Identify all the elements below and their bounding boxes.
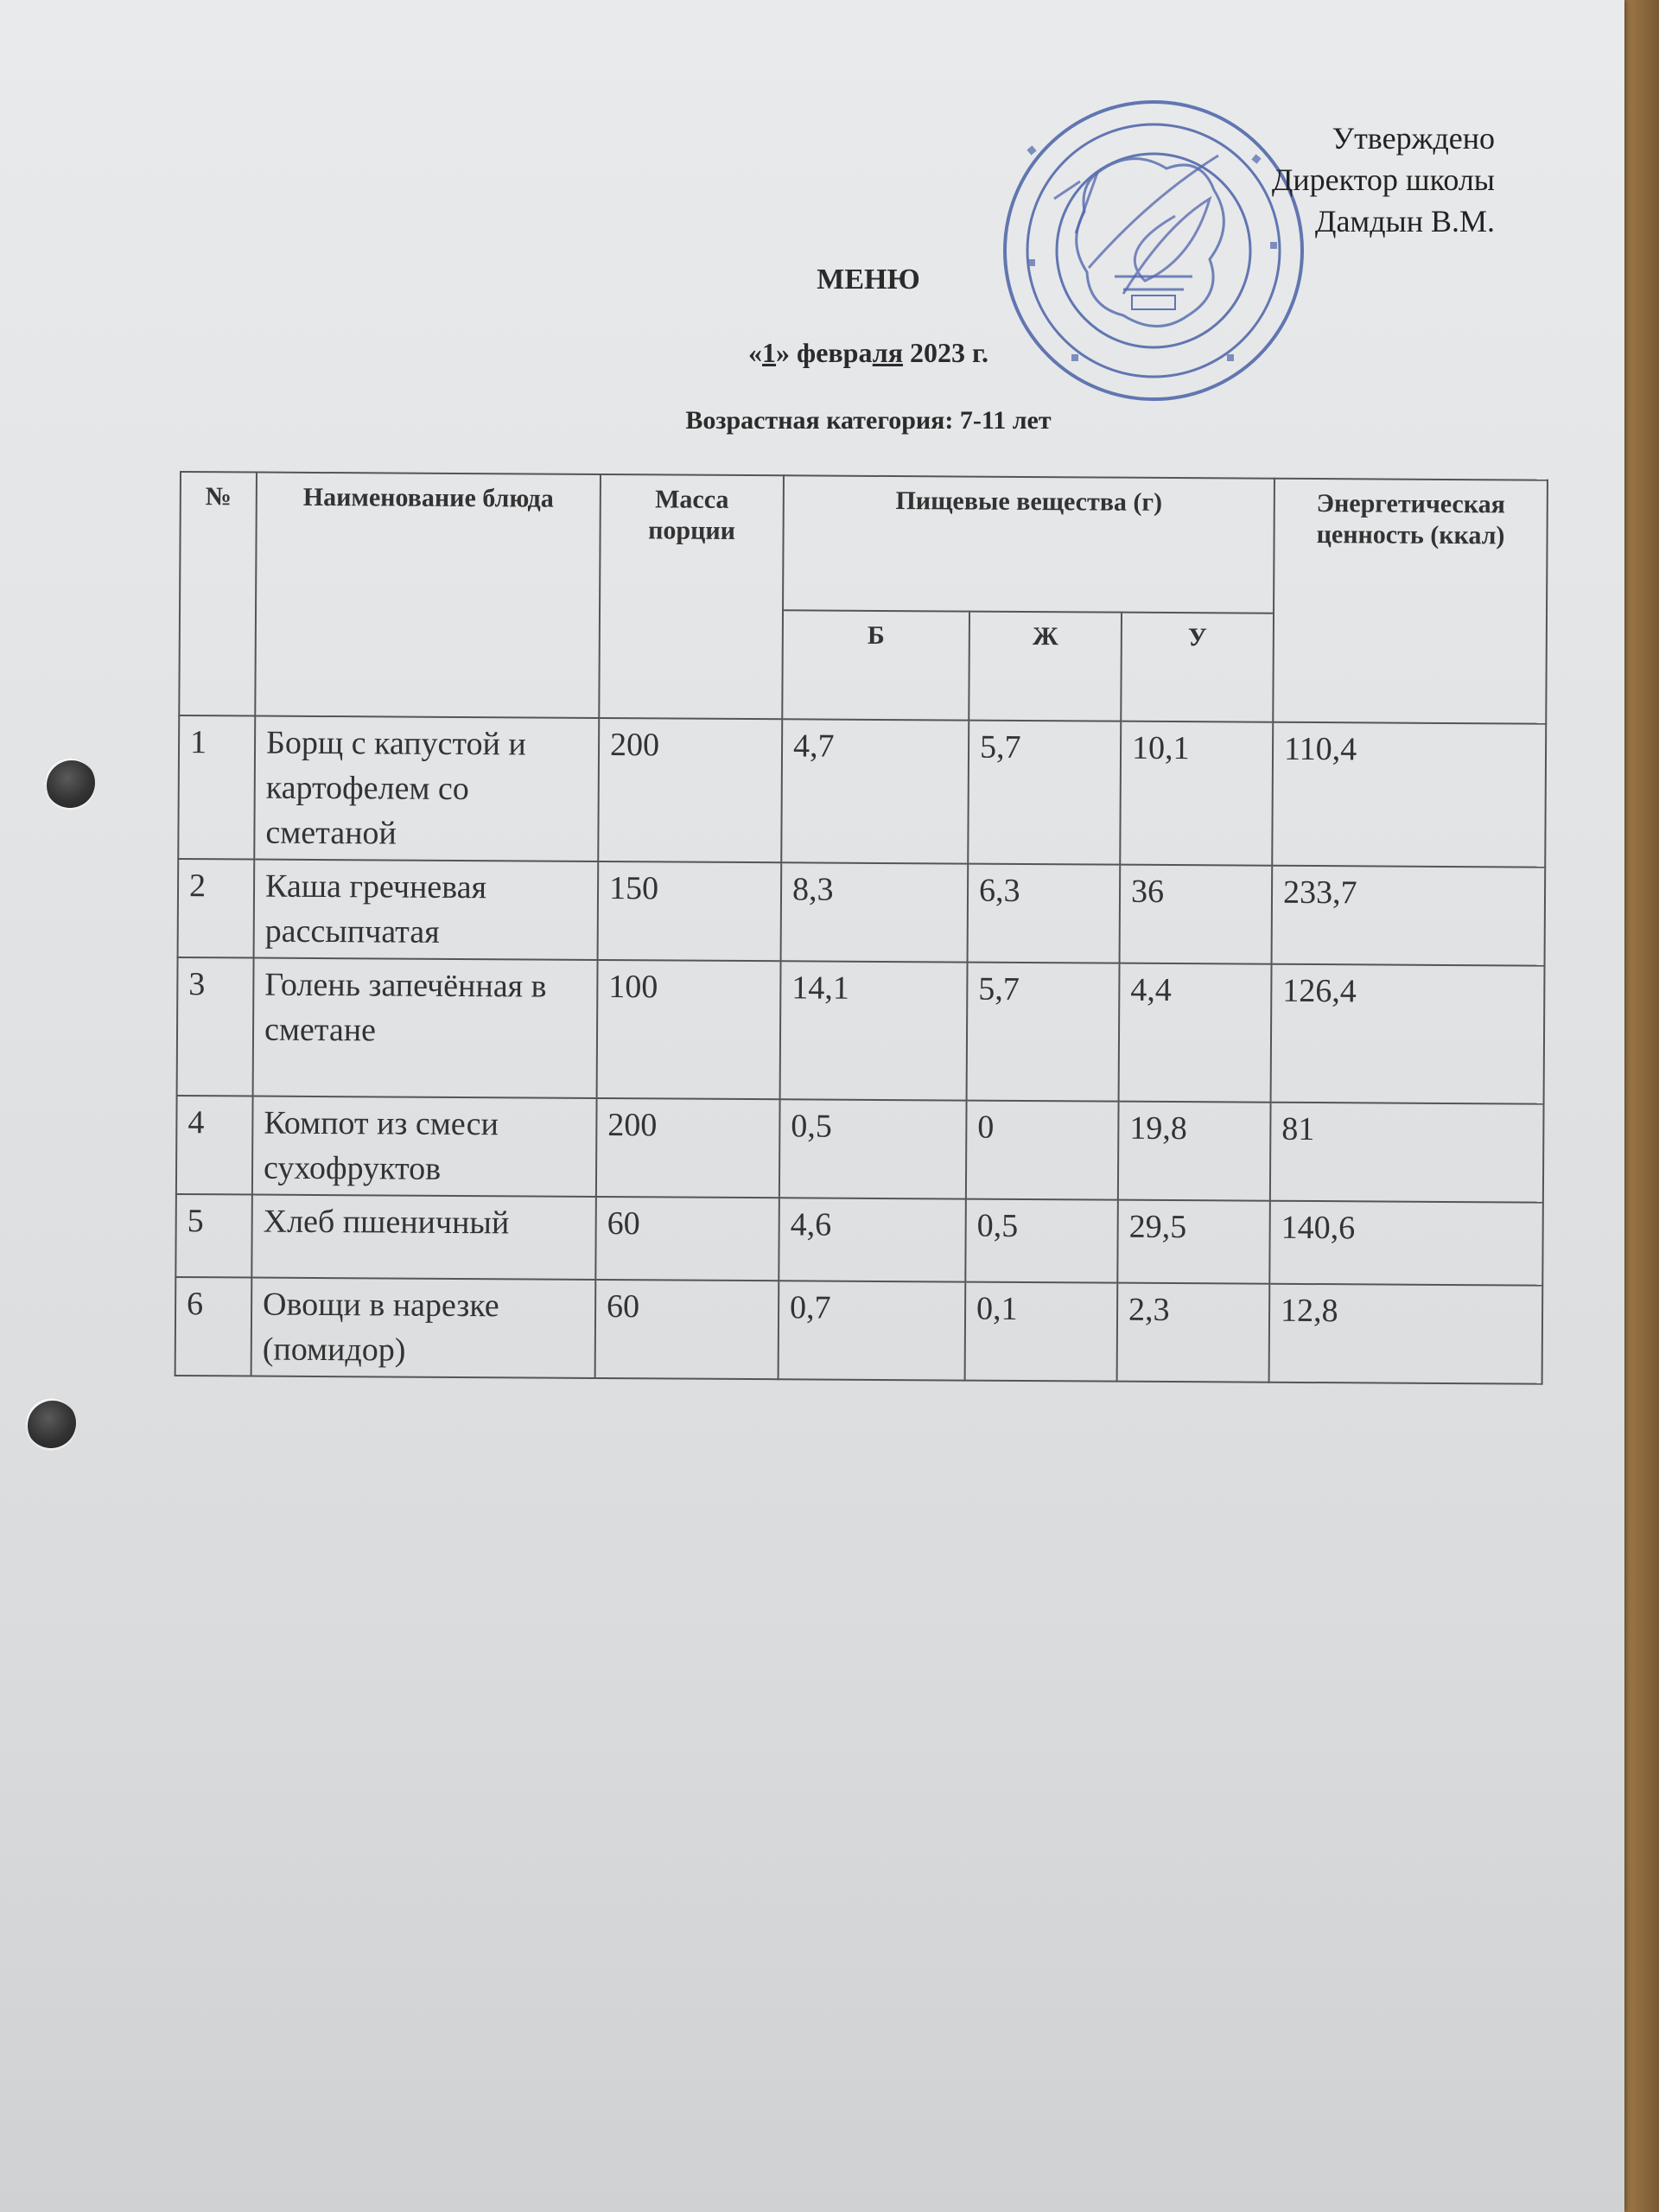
approval-person: Дамдын В.М. xyxy=(1314,204,1495,238)
cell-energy: 126,4 xyxy=(1271,964,1545,1104)
cell-protein: 4,7 xyxy=(781,719,969,863)
cell-protein: 0,7 xyxy=(779,1281,966,1380)
cell-number: 3 xyxy=(177,957,254,1096)
cell-mass: 200 xyxy=(598,718,782,862)
cell-fat: 5,7 xyxy=(967,963,1120,1102)
header-protein: Б xyxy=(782,610,969,720)
header-energy: Энергетическая ценность (ккал) xyxy=(1273,479,1548,724)
menu-table xyxy=(175,471,1548,1385)
cell-energy: 140,6 xyxy=(1269,1201,1543,1286)
table-row xyxy=(175,1277,1543,1384)
table-row xyxy=(178,859,1546,966)
cell-energy: 233,7 xyxy=(1272,866,1546,966)
punch-hole-bottom xyxy=(26,1398,76,1448)
table-row xyxy=(175,1194,1543,1286)
cell-number: 2 xyxy=(178,859,255,958)
header-nutrients: Пищевые вещества (г) xyxy=(783,475,1274,613)
cell-energy: 12,8 xyxy=(1269,1284,1543,1384)
cell-carbs: 29,5 xyxy=(1117,1200,1270,1284)
cell-protein: 14,1 xyxy=(780,961,968,1100)
cell-fat: 0,1 xyxy=(965,1282,1118,1382)
cell-dish-name: Каша гречневая рассыпчатая xyxy=(254,860,599,960)
cell-number: 5 xyxy=(175,1194,252,1278)
cell-protein: 0,5 xyxy=(779,1099,967,1198)
cell-number: 1 xyxy=(178,715,255,860)
cell-dish-name: Хлеб пшеничный xyxy=(251,1195,596,1280)
cell-mass: 200 xyxy=(596,1098,780,1198)
approval-block xyxy=(1272,118,1495,242)
header-portion-mass: Масса порции xyxy=(599,474,784,719)
header-dish-name: Наименование блюда xyxy=(255,473,601,718)
cell-dish-name: Голень запечённая в сметане xyxy=(253,958,598,1098)
header-fat: Ж xyxy=(969,612,1122,721)
header-carbs: У xyxy=(1121,613,1274,722)
cell-dish-name: Компот из смеси сухофруктов xyxy=(252,1096,597,1197)
cell-mass: 150 xyxy=(598,861,782,961)
cell-energy: 81 xyxy=(1270,1103,1544,1203)
table-row xyxy=(177,957,1545,1104)
age-category: Возрастная категория: 7-11 лет xyxy=(685,406,1052,435)
cell-protein: 8,3 xyxy=(781,862,969,962)
cell-energy: 110,4 xyxy=(1272,722,1546,868)
cell-mass: 60 xyxy=(595,1197,779,1281)
approval-position: Директор школы xyxy=(1271,162,1495,197)
cell-carbs: 36 xyxy=(1120,865,1273,964)
cell-number: 4 xyxy=(176,1096,253,1195)
cell-dish-name: Борщ с капустой и картофелем со сметаной xyxy=(254,716,599,861)
table-row xyxy=(178,715,1546,868)
page-title: МЕНЮ xyxy=(817,264,920,296)
cell-mass: 100 xyxy=(597,960,781,1099)
approval-heading: Утверждено xyxy=(1332,121,1495,156)
cell-fat: 0,5 xyxy=(965,1199,1118,1283)
cell-number: 6 xyxy=(175,1277,252,1376)
punch-hole-top xyxy=(45,758,95,808)
cell-mass: 60 xyxy=(595,1280,779,1379)
cell-carbs: 2,3 xyxy=(1117,1283,1270,1382)
menu-date: «1» февраля 2023 г. xyxy=(748,337,988,368)
cell-carbs: 19,8 xyxy=(1118,1102,1271,1201)
table-row xyxy=(176,1096,1544,1203)
cell-dish-name: Овощи в нарезке (помидор) xyxy=(251,1278,596,1378)
header-number: № xyxy=(179,472,257,716)
cell-fat: 6,3 xyxy=(968,864,1121,963)
cell-fat: 0 xyxy=(966,1101,1119,1200)
cell-carbs: 10,1 xyxy=(1120,721,1273,866)
cell-fat: 5,7 xyxy=(968,721,1121,865)
cell-carbs: 4,4 xyxy=(1119,963,1272,1103)
table-header-row xyxy=(180,472,1548,615)
cell-protein: 4,6 xyxy=(779,1198,966,1281)
